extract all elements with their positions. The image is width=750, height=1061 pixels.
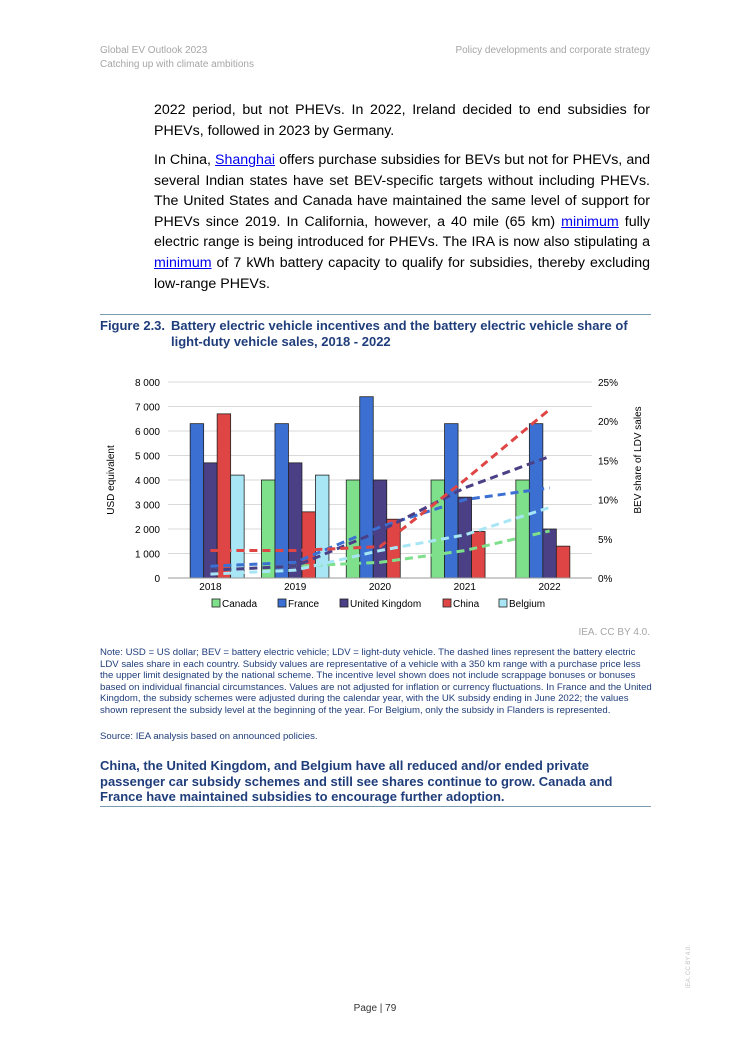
report-title: Global EV Outlook 2023	[100, 45, 208, 56]
bar	[445, 424, 459, 578]
y-tick-label: 6 000	[134, 427, 160, 438]
y-tick-label: 8 000	[134, 378, 160, 389]
para2-text-c: fully electric range is being introduced for PHEVs. The IRA is now also stipulating a	[154, 213, 650, 251]
y2-tick-label: 0%	[598, 574, 613, 585]
y2-tick-label: 20%	[598, 417, 619, 429]
bar	[458, 497, 472, 578]
bar	[204, 463, 218, 578]
side-credit: IEA. CC BY 4.0.	[686, 945, 692, 988]
legend-label: United Kingdom	[350, 599, 422, 610]
x-tick-label: 2021	[453, 582, 476, 593]
legend-label: Belgium	[509, 599, 546, 610]
shanghai-link[interactable]: Shanghai	[215, 152, 275, 168]
y2-tick-label: 5%	[598, 534, 613, 546]
para2-text-a: In China,	[154, 152, 216, 168]
y-tick-label: 4 000	[134, 476, 160, 487]
para2-text-d: of 7 kWh battery capacity to qualify for subsidies, thereby excluding low-range PHEVs.	[154, 254, 650, 292]
figure-credit: IEA. CC BY 4.0.	[578, 627, 650, 638]
legend-swatch	[443, 599, 451, 607]
page-header-left	[100, 44, 254, 72]
bar	[431, 480, 445, 578]
x-tick-label: 2019	[284, 582, 307, 593]
figure-note: Note: USD = US dollar; BEV = battery electric vehicle; LDV = light-duty vehicle. The dashed lines represent the battery electric LDV sales share in each country. Subsidy values are representative of a vehicle with a 350 km range with a purchase price less the upper limit designated by the national scheme. The incentive level shown does not include scrappage bonuses or bonuses based on individual financial circumstances. Values are not adjusted for inflation or currency fluctuations. In France and the United Kingdom, the subsidy schemes were adjusted during the calendar year, with the UK subsidy ending in June 2022; the values shown represent the subsidy level at the beginning of the year. For Belgium, only the subsidy in Flanders is represented.	[100, 647, 652, 716]
bar	[190, 424, 204, 578]
y2-axis-label: BEV share of LDV sales	[633, 406, 644, 514]
bar	[556, 546, 570, 578]
bar	[217, 414, 231, 578]
legend-swatch	[212, 599, 220, 607]
bar	[275, 424, 289, 578]
section-title: Policy developments and corporate strategy	[455, 45, 650, 56]
bar	[529, 424, 543, 578]
page-number: Page | 79	[353, 1003, 397, 1014]
legend-swatch	[499, 599, 507, 607]
california-minimum-link[interactable]: minimum	[561, 213, 619, 230]
x-tick-label: 2018	[199, 582, 222, 593]
para2-text-b: offers purchase subsidies for BEVs but not for PHEVs, and several Indian states have set BEV-specific targets without including PHEVs. The United States and Canada have maintained the same level of support for PHEVs since 2019. In California, however, a 40 mile (65 km)	[154, 152, 650, 230]
y2-tick-label: 25%	[598, 378, 619, 389]
ira-minimum-link[interactable]: minimum	[154, 254, 212, 271]
figure-summary: China, the United Kingdom, and Belgium have all reduced and/or ended private passenger car subsidy schemes and still see shares continue to grow. Canada and France have maintained subsidies to encourage further adoption.	[100, 758, 613, 804]
figure-title: Battery electric vehicle incentives and the battery electric vehicle share of light-duty vehicle sales, 2018 - 2022	[171, 318, 628, 349]
bar	[543, 529, 557, 578]
figure-bottom-rule	[100, 806, 651, 807]
y-tick-label: 7 000	[134, 402, 160, 414]
report-subtitle: Catching up with climate ambitions	[100, 59, 254, 70]
body-paragraph-2	[154, 150, 650, 294]
legend-swatch	[278, 599, 286, 607]
x-tick-label: 2022	[538, 582, 561, 593]
figure-label: Figure 2.3.	[100, 318, 166, 333]
legend-label: China	[453, 599, 480, 610]
y-tick-label: 2 000	[134, 525, 160, 536]
y-tick-label: 1 000	[134, 549, 160, 561]
figure-source: Source: IEA analysis based on announced policies.	[100, 731, 318, 742]
bar	[516, 480, 530, 578]
legend-label: Canada	[222, 599, 258, 610]
y-tick-label: 5 000	[134, 451, 160, 463]
y2-tick-label: 10%	[598, 495, 619, 507]
y-axis-label: USD equivalent	[106, 445, 117, 515]
bar	[472, 531, 486, 578]
y-tick-label: 3 000	[134, 500, 160, 512]
bar-chart	[100, 365, 660, 625]
legend-swatch	[340, 599, 348, 607]
figure-top-rule	[100, 314, 651, 315]
bar	[360, 397, 374, 578]
legend-label: France	[288, 599, 320, 610]
x-tick-label: 2020	[368, 582, 392, 593]
y2-tick-label: 15%	[598, 456, 619, 468]
body-paragraph-1: 2022 period, but not PHEVs. In 2022, Ireland decided to end subsidies for PHEVs, followed in 2023 by Germany.	[154, 102, 650, 139]
bar	[231, 475, 245, 578]
y-tick-label: 0	[154, 574, 160, 585]
